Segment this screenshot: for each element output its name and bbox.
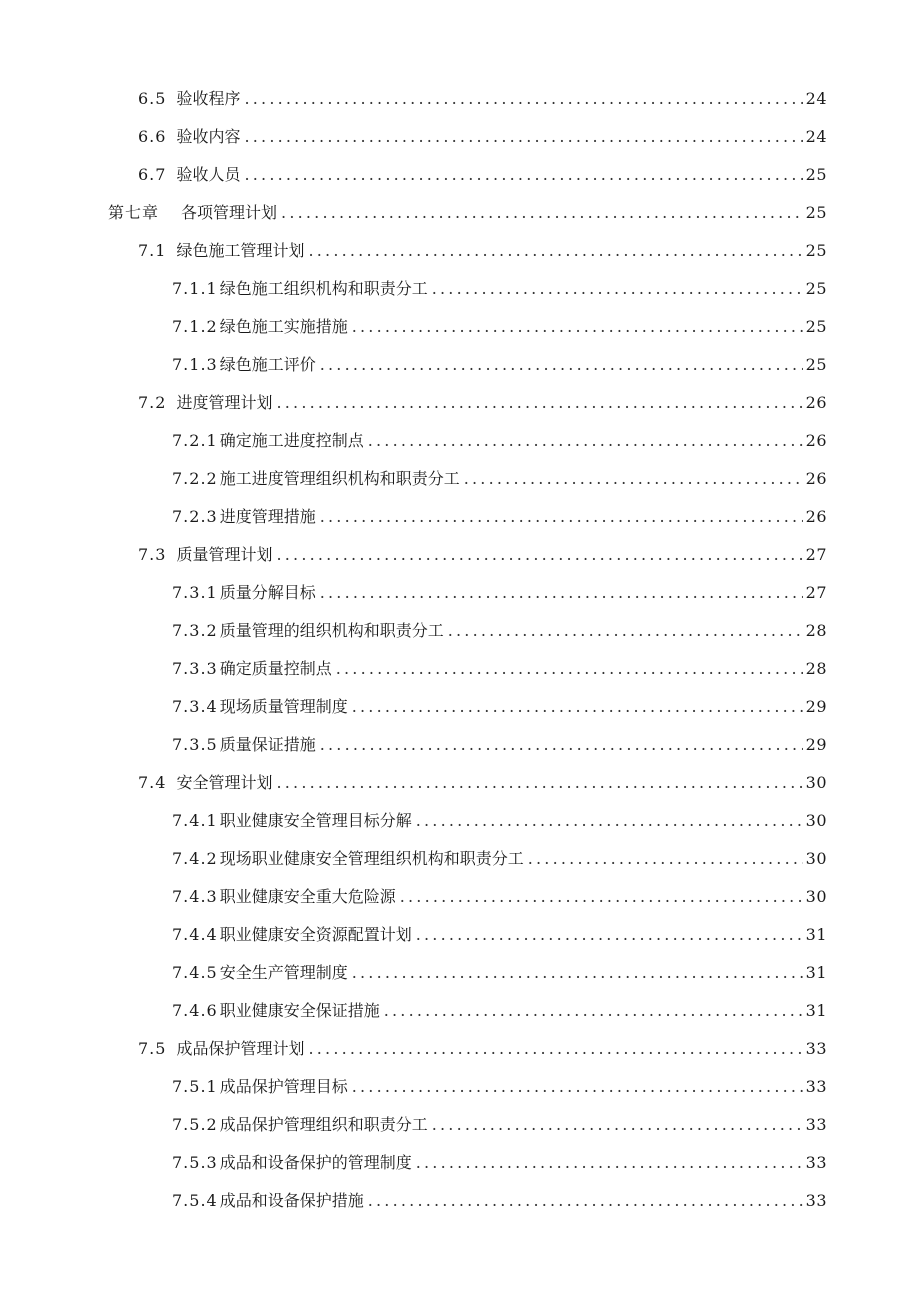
toc-entry[interactable] (0, 346, 920, 384)
toc-entry-page-number: 33 (805, 1039, 827, 1058)
toc-entry-title: 成品保护管理目标 (219, 1077, 348, 1096)
toc-entry-page-number: 30 (805, 887, 827, 906)
toc-entry[interactable] (0, 1144, 920, 1182)
toc-entry-page-number: 31 (805, 1001, 827, 1020)
toc-entry-number: 6.6 (138, 127, 167, 146)
toc-dot-leader (416, 916, 803, 954)
toc-entry-number: 6.5 (138, 89, 167, 108)
toc-entry-number: 7.2.1 (172, 431, 218, 450)
toc-entry-number: 7.3.3 (172, 659, 218, 678)
toc-dot-leader (416, 1144, 803, 1182)
toc-entry-title: 职业健康安全保证措施 (219, 1001, 380, 1020)
toc-dot-leader (432, 270, 803, 308)
toc-entry-title: 成品和设备保护措施 (219, 1191, 364, 1210)
toc-entry-title: 质量管理的组织机构和职责分工 (219, 621, 444, 640)
toc-entry[interactable] (0, 764, 920, 802)
toc-dot-leader (244, 80, 802, 118)
toc-entry[interactable] (0, 536, 920, 574)
toc-dot-leader (528, 840, 803, 878)
toc-entry[interactable] (0, 916, 920, 954)
toc-dot-leader (244, 118, 802, 156)
toc-entry-number: 7.2 (138, 393, 167, 412)
toc-entry-title: 安全管理计划 (176, 773, 273, 792)
toc-entry[interactable] (0, 954, 920, 992)
toc-entry-title: 现场职业健康安全管理组织机构和职责分工 (219, 849, 524, 868)
toc-entry[interactable] (0, 384, 920, 422)
toc-entry-number: 7.4.6 (172, 1001, 218, 1020)
toc-entry-title: 确定质量控制点 (219, 659, 332, 678)
toc-dot-leader (308, 1030, 802, 1068)
toc-entry-page-number: 27 (805, 545, 827, 564)
toc-entry-page-number: 25 (805, 203, 827, 222)
toc-dot-leader (320, 498, 803, 536)
toc-entry-number: 7.5.4 (172, 1191, 218, 1210)
toc-entry-title: 绿色施工评价 (219, 355, 316, 374)
toc-entry[interactable] (0, 878, 920, 916)
toc-entry-page-number: 30 (805, 811, 827, 830)
toc-entry-title: 各项管理计划 (181, 203, 278, 222)
toc-entry[interactable] (0, 612, 920, 650)
toc-entry-title: 质量管理计划 (176, 545, 273, 564)
toc-entry-title: 职业健康安全重大危险源 (219, 887, 396, 906)
toc-entry-page-number: 31 (805, 925, 827, 944)
toc-entry-number: 7.3.5 (172, 735, 218, 754)
toc-dot-leader (276, 764, 802, 802)
toc-entry[interactable] (0, 574, 920, 612)
toc-entry[interactable] (0, 802, 920, 840)
toc-entry-title: 施工进度管理组织机构和职责分工 (219, 469, 460, 488)
toc-entry-number: 7.5 (138, 1039, 167, 1058)
toc-entry-page-number: 33 (805, 1115, 827, 1134)
toc-entry-title: 验收内容 (176, 127, 241, 146)
toc-entry-title: 职业健康安全管理目标分解 (219, 811, 412, 830)
toc-entry-title: 验收人员 (176, 165, 241, 184)
toc-entry[interactable] (0, 270, 920, 308)
toc-entry-title: 绿色施工组织机构和职责分工 (219, 279, 428, 298)
toc-entry-page-number: 33 (805, 1077, 827, 1096)
toc-entry-page-number: 28 (805, 621, 827, 640)
toc-entry-title: 验收程序 (176, 89, 241, 108)
toc-dot-leader (276, 384, 802, 422)
toc-dot-leader (320, 346, 803, 384)
toc-entry-page-number: 25 (805, 317, 827, 336)
toc-entry-title: 成品保护管理计划 (176, 1039, 305, 1058)
toc-entry-number: 7.4.5 (172, 963, 218, 982)
toc-dot-leader (464, 460, 803, 498)
toc-entry-title: 安全生产管理制度 (219, 963, 348, 982)
toc-entry[interactable] (0, 840, 920, 878)
toc-entry-title: 质量保证措施 (219, 735, 316, 754)
toc-entry-number: 7.1.2 (172, 317, 218, 336)
toc-entry-page-number: 28 (805, 659, 827, 678)
toc-entry-page-number: 26 (805, 507, 827, 526)
toc-dot-leader (308, 232, 802, 270)
toc-entry-number: 7.4.3 (172, 887, 218, 906)
toc-entry-page-number: 25 (805, 279, 827, 298)
toc-entry-number: 7.2.3 (172, 507, 218, 526)
toc-entry-number: 7.3.4 (172, 697, 218, 716)
toc-entry[interactable] (0, 194, 920, 232)
toc-entry-page-number: 31 (805, 963, 827, 982)
toc-entry-page-number: 24 (805, 127, 827, 146)
toc-entry-page-number: 26 (805, 431, 827, 450)
toc-entry-number: 7.1.1 (172, 279, 218, 298)
toc-entry[interactable] (0, 1182, 920, 1220)
toc-entry-number: 第七章 (108, 203, 160, 222)
toc-entry-number: 7.3.1 (172, 583, 218, 602)
toc-entry-number: 7.5.1 (172, 1077, 218, 1096)
toc-entry-number: 7.3.2 (172, 621, 218, 640)
toc-entry[interactable] (0, 650, 920, 688)
toc-entry[interactable] (0, 1106, 920, 1144)
toc-dot-leader (281, 194, 803, 232)
toc-entry[interactable] (0, 308, 920, 346)
toc-dot-leader (276, 536, 802, 574)
toc-entry-number: 7.1 (138, 241, 167, 260)
toc-dot-leader (244, 156, 802, 194)
toc-dot-leader (352, 688, 803, 726)
toc-entry[interactable] (0, 726, 920, 764)
toc-entry-page-number: 25 (805, 165, 827, 184)
toc-entry-number: 7.5.2 (172, 1115, 218, 1134)
toc-entry-title: 现场质量管理制度 (219, 697, 348, 716)
toc-entry-page-number: 33 (805, 1153, 827, 1172)
toc-entry-title: 进度管理措施 (219, 507, 316, 526)
toc-entry[interactable] (0, 118, 920, 156)
toc-entry[interactable] (0, 688, 920, 726)
toc-entry[interactable] (0, 422, 920, 460)
toc-entry-page-number: 25 (805, 241, 827, 260)
toc-dot-leader (448, 612, 803, 650)
toc-entry-title: 确定施工进度控制点 (219, 431, 364, 450)
toc-entry-page-number: 26 (805, 469, 827, 488)
toc-dot-leader (368, 422, 803, 460)
toc-entry-number: 7.2.2 (172, 469, 218, 488)
toc-entry[interactable] (0, 498, 920, 536)
toc-dot-leader (320, 726, 803, 764)
table-of-contents (0, 80, 920, 1220)
toc-entry-page-number: 25 (805, 355, 827, 374)
toc-entry-page-number: 30 (805, 849, 827, 868)
toc-dot-leader (352, 954, 803, 992)
toc-entry[interactable] (0, 156, 920, 194)
toc-entry-page-number: 27 (805, 583, 827, 602)
toc-entry-title: 绿色施工实施措施 (219, 317, 348, 336)
toc-dot-leader (368, 1182, 803, 1220)
toc-entry-page-number: 33 (805, 1191, 827, 1210)
toc-dot-leader (320, 574, 803, 612)
toc-dot-leader (352, 308, 803, 346)
toc-entry[interactable] (0, 1030, 920, 1068)
toc-entry-number: 7.3 (138, 545, 167, 564)
toc-entry[interactable] (0, 1068, 920, 1106)
toc-dot-leader (400, 878, 803, 916)
toc-entry[interactable] (0, 992, 920, 1030)
toc-entry-title: 成品和设备保护的管理制度 (219, 1153, 412, 1172)
toc-entry[interactable] (0, 460, 920, 498)
toc-dot-leader (336, 650, 803, 688)
toc-entry-title: 绿色施工管理计划 (176, 241, 305, 260)
toc-entry[interactable] (0, 232, 920, 270)
toc-entry-page-number: 24 (805, 89, 827, 108)
toc-entry-page-number: 30 (805, 773, 827, 792)
toc-entry-page-number: 26 (805, 393, 827, 412)
toc-entry-page-number: 29 (805, 735, 827, 754)
toc-entry-number: 7.4.2 (172, 849, 218, 868)
toc-entry-title: 质量分解目标 (219, 583, 316, 602)
toc-entry-number: 7.4 (138, 773, 167, 792)
toc-entry-number: 6.7 (138, 165, 167, 184)
toc-entry-title: 成品保护管理组织和职责分工 (219, 1115, 428, 1134)
toc-dot-leader (416, 802, 803, 840)
toc-dot-leader (432, 1106, 803, 1144)
toc-entry-number: 7.4.1 (172, 811, 218, 830)
toc-entry-number: 7.5.3 (172, 1153, 218, 1172)
toc-dot-leader (352, 1068, 803, 1106)
toc-entry-page-number: 29 (805, 697, 827, 716)
toc-entry-number: 7.1.3 (172, 355, 218, 374)
toc-entry-number: 7.4.4 (172, 925, 218, 944)
toc-entry-title: 进度管理计划 (176, 393, 273, 412)
toc-entry[interactable] (0, 80, 920, 118)
toc-entry-title: 职业健康安全资源配置计划 (219, 925, 412, 944)
toc-dot-leader (384, 992, 803, 1030)
